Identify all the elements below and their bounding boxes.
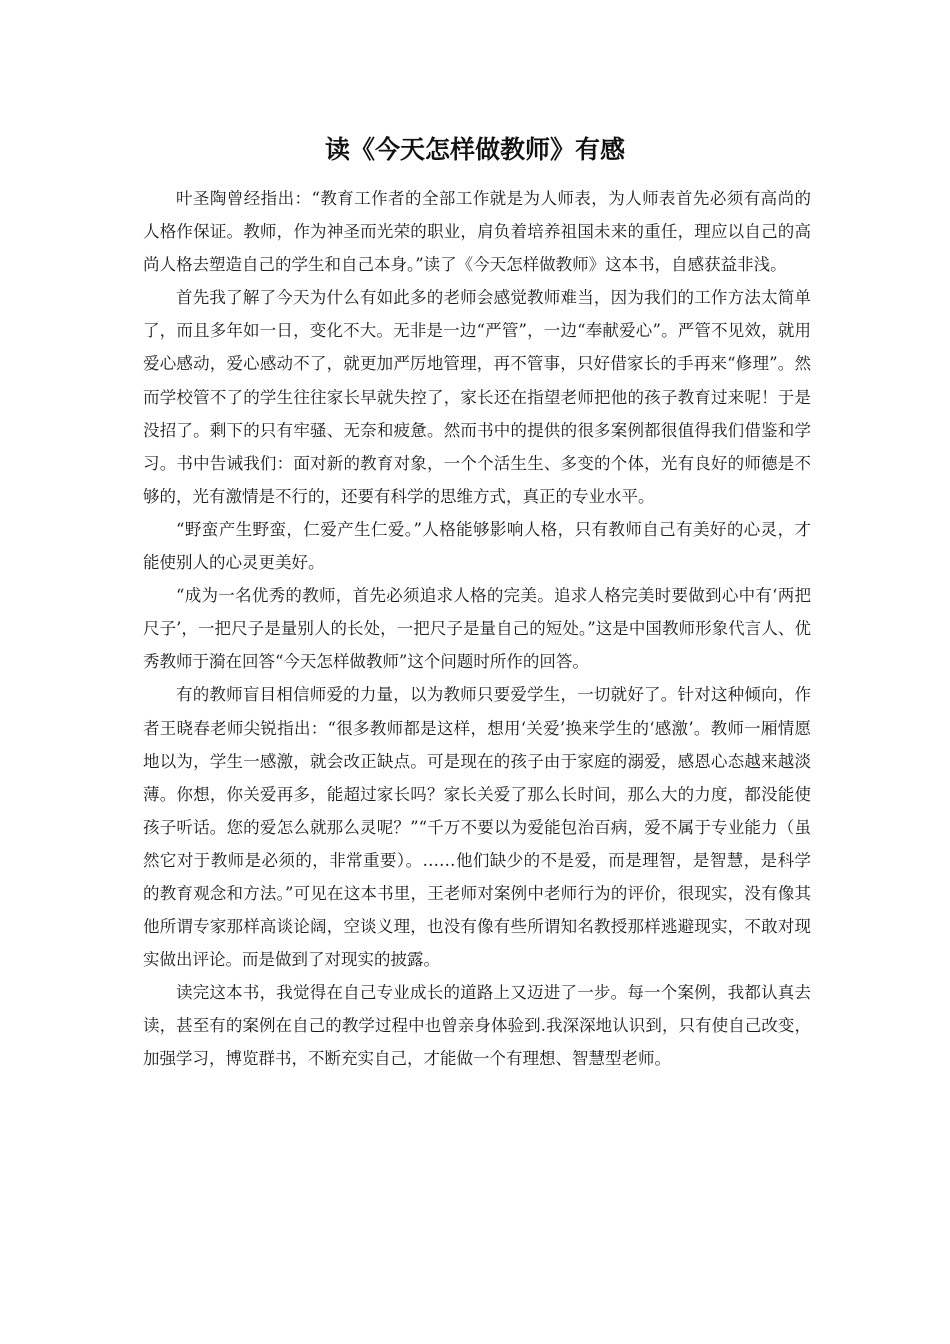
paragraph-6: 读完这本书，我觉得在自己专业成长的道路上又迈进了一步。每一个案例，我都认真去读，甚至有的案例在自己的教学过程中也曾亲身体验到.我深深地认识到，只有使自己改变，加强学习，博览群书，不断充实自己，才能做一个有理想、智慧型老师。 [143, 983, 811, 1069]
paragraph-3: “野蛮产生野蛮，仁爱产生仁爱。”人格能够影响人格，只有教师自己有美好的心灵，才能使别人的心灵更美好。 [143, 519, 811, 573]
paragraph-4: “成为一名优秀的教师，首先必须追求人格的完美。追求人格完美时要做到心中有‘两把尺子’，一把尺子是量别人的长处，一把尺子是量自己的短处。”这是中国教师形象代言人、优秀教师于漪在回答“今天怎样做教师”这个问题时所作的回答。 [143, 586, 811, 672]
paragraph-1: 叶圣陶曾经指出：“教育工作者的全部工作就是为人师表，为人师表首先必须有高尚的人格作保证。教师，作为神圣而光荣的职业，肩负着培养祖国未来的重任，理应以自己的高尚人格去塑造自己的学生和自己本身。”读了《今天怎样做教师》这本书，自感获益非浅。 [143, 189, 811, 275]
document-title: 读《今天怎样做教师》有感 [324, 135, 625, 164]
paragraph-5: 有的教师盲目相信师爱的力量，以为教师只要爱学生，一切就好了。针对这种倾向，作者王晓春老师尖锐指出：“很多教师都是这样，想用‘关爱’换来学生的‘感激’。教师一厢情愿地以为，学生一感激，就会改正缺点。可是现在的孩子由于家庭的溺爱，感恩心态越来越淡薄。你想，你关爱再多，能超过家长吗？家长关爱了那么长时间，那么大的力度，都没能使孩子听话。您的爱怎么就那么灵呢？”“千万不要以为爱能包治百病，爱不属于专业能力（虽然它对于教师是必须的，非常重要）。……他们缺少的不是爱，而是理智，是智慧，是科学的教育观念和方法。”可见在这本书里，王老师对案例中老师行为的评价，很现实，没有像其他所谓专家那样高谈论阔，空谈义理，也没有像有些所谓知名教授那样逃避现实，不敢对现实做出评论。而是做到了对现实的披露。 [143, 685, 811, 970]
document-body [143, 182, 811, 1076]
paragraph-2: 首先我了解了今天为什么有如此多的老师会感觉教师难当，因为我们的工作方法太简单了，而且多年如一日，变化不大。无非是一边“严管”，一边“奉献爱心”。严管不见效，就用爱心感动，爱心感动不了，就更加严厉地管理，再不管事，只好借家长的手再来“修理”。然而学校管不了的学生往往家长早就失控了，家长还在指望老师把他的孩子教育过来呢！于是没招了。剩下的只有牢骚、无奈和疲惫。然而书中的提供的很多案例都很值得我们借鉴和学习。书中告诫我们：面对新的教育对象，一个个活生生、多变的个体，光有良好的师德是不够的，光有激情是不行的，还要有科学的思维方式，真正的专业水平。 [143, 288, 811, 506]
